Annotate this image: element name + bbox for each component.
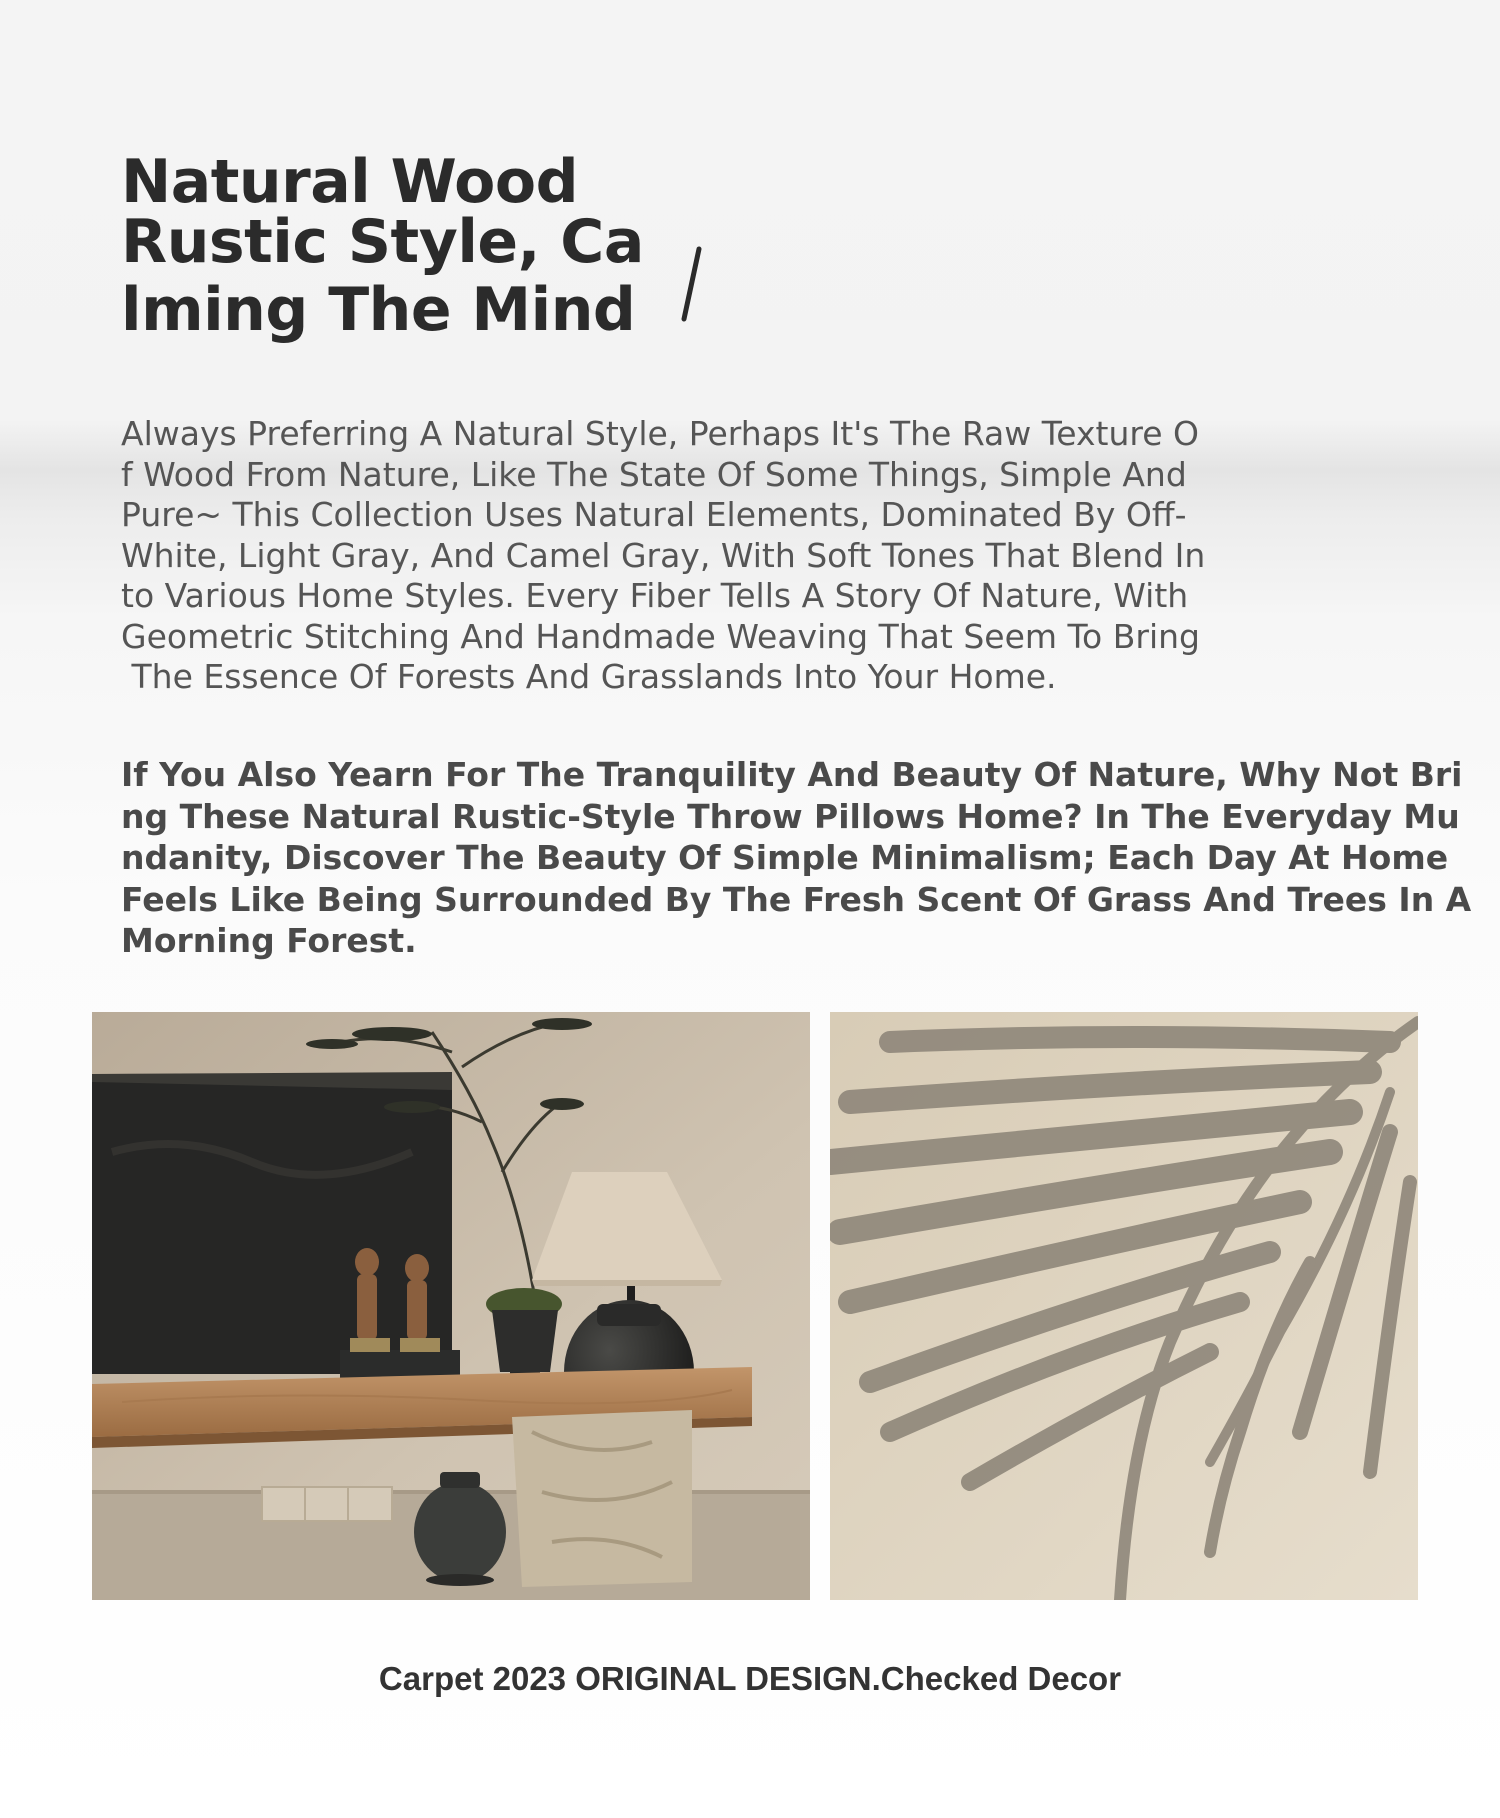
description-line: Pure~ This Collection Uses Natural Elements, Dominated By Off- — [121, 495, 1187, 534]
page-title — [121, 147, 644, 345]
footer-credit: Carpet 2023 ORIGINAL DESIGN.Checked Decor — [378, 1660, 1122, 1697]
slash-divider-icon — [680, 246, 702, 322]
invitation-line: Morning Forest. — [121, 921, 417, 960]
rustic-interior-photo — [92, 1012, 810, 1600]
description-line: to Various Home Styles. Every Fiber Tells A Story Of Nature, With — [121, 576, 1189, 615]
title-line-3: lming The Mind — [121, 275, 636, 345]
title-line-1: Natural Wood — [121, 147, 579, 217]
description-line: Geometric Stitching And Handmade Weaving That Seem To Bring — [121, 616, 1200, 656]
description-line: The Essence Of Forests And Grasslands Into Your Home. — [121, 657, 1057, 696]
invitation-line: ndanity, Discover The Beauty Of Simple Minimalism; Each Day At Home — [121, 838, 1449, 877]
invitation-line: ng These Natural Rustic-Style Throw Pillows Home? In The Everyday Mu — [121, 796, 1460, 836]
palm-shadow-linen-photo — [830, 1012, 1418, 1600]
invitation-line: Feels Like Being Surrounded By The Fresh Scent Of Grass And Trees In A — [121, 879, 1472, 919]
description-line: White, Light Gray, And Camel Gray, With Soft Tones That Blend In — [121, 535, 1206, 575]
description-line: Always Preferring A Natural Style, Perhaps It's The Raw Texture O — [121, 414, 1200, 453]
description-line: f Wood From Nature, Like The State Of Some Things, Simple And — [121, 454, 1187, 494]
invitation-line: If You Also Yearn For The Tranquility And Beauty Of Nature, Why Not Bri — [121, 755, 1463, 794]
description-paragraph — [121, 414, 1261, 698]
invitation-paragraph — [121, 754, 1472, 962]
title-line-2: Rustic Style, Ca — [121, 207, 644, 277]
